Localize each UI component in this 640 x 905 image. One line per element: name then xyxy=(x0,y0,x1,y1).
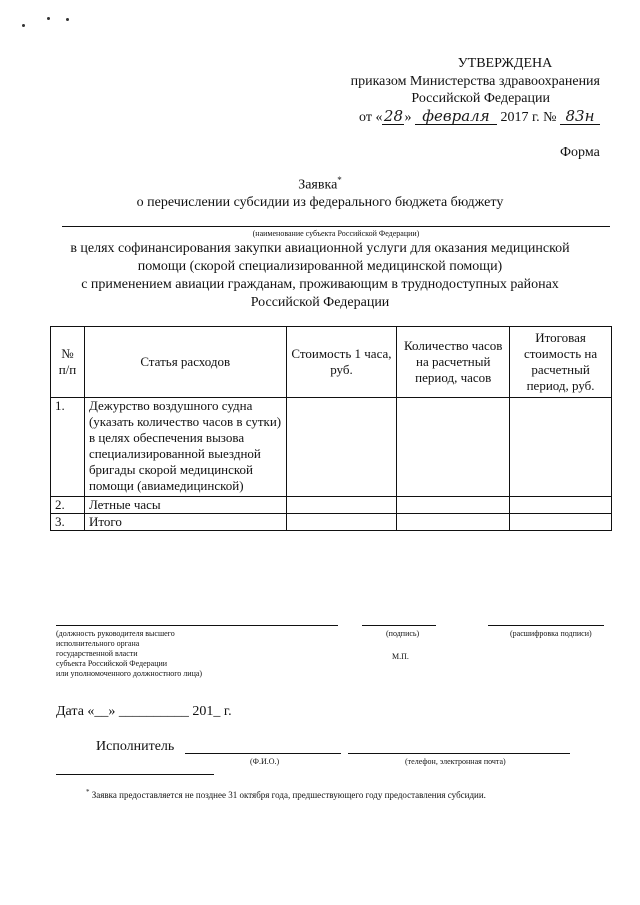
table-row xyxy=(51,398,612,497)
row-hours xyxy=(397,497,510,514)
approval-order-number: 83н xyxy=(560,109,600,125)
header-cost: Стоимость 1 часа, руб. xyxy=(286,327,397,398)
title-asterisk: * xyxy=(337,175,342,185)
decoding-caption: (расшифровка подписи) xyxy=(510,629,592,638)
signature-line xyxy=(362,625,436,626)
footnote-separator xyxy=(56,774,214,775)
row-item: Летные часы xyxy=(84,497,286,514)
subject-name-caption: (наименование субъекта Российской Федерации) xyxy=(252,229,420,238)
row-item: Дежурство воздушного судна (указать количество часов в сутки) в целях обеспечения вызова специализированной выездной бригады скорой медицинской помощи (авиамедицинской) xyxy=(84,398,286,497)
position-caption: (должность руководителя высшего исполнительного органа государственной власти субъекта Российской Федерации или уполномоченного должностного лица) xyxy=(56,629,203,678)
row-total xyxy=(510,514,612,531)
document-subtitle: о перечислении субсидии из федерального бюджета бюджету xyxy=(136,195,504,210)
scan-speck xyxy=(47,17,50,20)
footnote-text: Заявка предоставляется не позднее 31 октября года, предшествующего году предоставления субсидии. xyxy=(91,790,486,800)
row-hours xyxy=(397,398,510,497)
executor-fio-line xyxy=(185,753,341,754)
approval-heading: УТВЕРЖДЕНА xyxy=(457,56,553,71)
date-line: Дата «__» __________ 201_ г. xyxy=(56,704,232,719)
subject-name-line xyxy=(62,226,610,227)
signature-caption: (подпись) xyxy=(386,629,420,638)
approval-day: 28 xyxy=(383,107,404,125)
row-number: 3. xyxy=(51,514,85,531)
form-label: Форма xyxy=(560,145,600,160)
seal-label: М.П. xyxy=(392,652,409,661)
header-hours: Количество часов на расчетный период, часов xyxy=(397,327,510,398)
cost-table xyxy=(50,326,612,531)
table-header-row xyxy=(51,327,612,398)
table-row xyxy=(51,514,612,531)
footnote xyxy=(86,788,486,800)
approval-month: февраля xyxy=(415,109,497,125)
executor-contact-line xyxy=(348,753,570,754)
scan-speck xyxy=(22,24,25,27)
scan-speck xyxy=(66,18,69,21)
contact-caption: (телефон, электронная почта) xyxy=(405,757,506,766)
header-total: Итоговая стоимость на расчетный период, руб. xyxy=(510,327,612,398)
row-item: Итого xyxy=(84,514,286,531)
document-title: Заявка* xyxy=(298,175,342,193)
fio-caption: (Ф.И.О.) xyxy=(250,757,280,766)
header-item: Статья расходов xyxy=(84,327,286,398)
row-number: 2. xyxy=(51,497,85,514)
footnote-mark: * xyxy=(86,788,90,796)
executor-label: Исполнитель xyxy=(96,739,175,754)
row-number: 1. xyxy=(51,398,85,497)
purpose-text: в целях софинансирования закупки авиационной услуги для оказания медицинской помощи (скорой специализированной медицинской помощи) с применением авиации гражданам, проживающим в труднодоступных районах Российской Федерации xyxy=(70,241,570,310)
table-row xyxy=(51,497,612,514)
decoding-line xyxy=(488,625,604,626)
approval-line-1: приказом Министерства здравоохранения xyxy=(350,74,600,89)
row-hours xyxy=(397,514,510,531)
approval-line-2: Российской Федерации xyxy=(411,91,550,106)
approval-block xyxy=(300,55,600,126)
row-cost xyxy=(286,497,397,514)
position-line xyxy=(56,625,338,626)
row-cost xyxy=(286,514,397,531)
row-total xyxy=(510,398,612,497)
row-cost xyxy=(286,398,397,497)
row-total xyxy=(510,497,612,514)
header-number: № п/п xyxy=(51,327,85,398)
approval-date: от «28» февраля 2017 г. № 83н xyxy=(300,109,600,126)
